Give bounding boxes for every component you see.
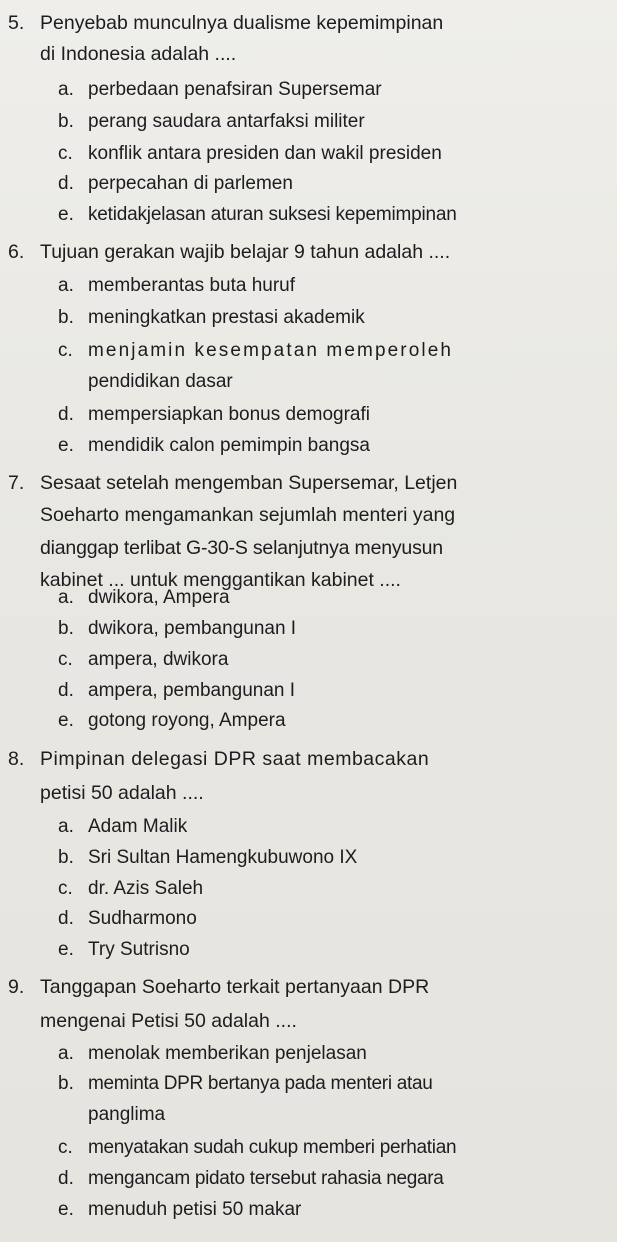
option-text: ampera, dwikora	[88, 649, 229, 670]
option-text: dwikora, Ampera	[88, 587, 230, 608]
option-text: mempersiapkan bonus demografi	[88, 404, 370, 425]
option-text: mendidik calon pemimpin bangsa	[88, 435, 370, 456]
question-text-line: dianggap terlibat G-30-S selanjutnya menyusun	[40, 537, 443, 559]
option-text: Try Sutrisno	[88, 939, 190, 960]
question-text-line: Tanggapan Soeharto terkait pertanyaan DPR	[40, 976, 430, 998]
option-letter: e.	[58, 204, 74, 225]
option-letter: c.	[58, 878, 73, 899]
option-letter: a.	[58, 1043, 74, 1064]
question-text-line: kabinet ... untuk menggantikan kabinet ....	[40, 569, 401, 591]
option-text: menolak memberikan penjelasan	[88, 1043, 367, 1064]
option-letter: c.	[58, 649, 73, 670]
option-text: perpecahan di parlemen	[88, 173, 293, 194]
option-text: memberantas buta huruf	[88, 275, 296, 296]
option-letter: e.	[58, 710, 74, 731]
question-text-line: petisi 50 adalah ....	[40, 782, 204, 804]
question-text-line: Tujuan gerakan wajib belajar 9 tahun adalah ....	[40, 241, 451, 263]
question-text-line: Sesaat setelah mengemban Supersemar, Letjen	[40, 472, 458, 494]
option-text: Sri Sultan Hamengkubuwono IX	[88, 847, 358, 868]
option-text: menuduh petisi 50 makar	[88, 1199, 302, 1220]
option-text: dwikora, pembangunan I	[88, 618, 297, 639]
option-letter: b.	[58, 111, 74, 132]
option-text: gotong royong, Ampera	[88, 710, 286, 731]
question-text-line: di Indonesia adalah ....	[40, 43, 237, 65]
option-text: ketidakjelasan aturan suksesi kepemimpinan	[88, 204, 457, 225]
option-letter: b.	[58, 307, 74, 328]
option-text: Adam Malik	[88, 816, 188, 837]
option-text: meningkatkan prestasi akademik	[88, 307, 365, 328]
option-letter: d.	[58, 404, 74, 425]
option-text: meminta DPR bertanya pada menteri atau	[88, 1073, 433, 1094]
option-letter: a.	[58, 587, 74, 608]
question-number: 9.	[8, 976, 25, 998]
option-text: dr. Azis Saleh	[88, 878, 204, 899]
option-letter: b.	[58, 847, 74, 868]
option-letter: d.	[58, 908, 74, 929]
option-letter: e.	[58, 1199, 74, 1220]
question-text-line: mengenai Petisi 50 adalah ....	[40, 1010, 297, 1032]
option-letter: b.	[58, 1073, 74, 1094]
question-number: 7.	[8, 472, 25, 494]
option-text: panglima	[88, 1104, 166, 1125]
option-letter: e.	[58, 939, 74, 960]
option-text: ampera, pembangunan I	[88, 680, 296, 701]
option-letter: a.	[58, 275, 74, 296]
question-text-line: Pimpinan delegasi DPR saat membacakan	[40, 748, 430, 770]
option-text: menyatakan sudah cukup memberi perhatian	[88, 1137, 457, 1158]
option-letter: a.	[58, 816, 74, 837]
option-letter: c.	[58, 143, 73, 164]
option-letter: d.	[58, 1168, 74, 1189]
option-letter: d.	[58, 173, 74, 194]
option-text: perang saudara antarfaksi militer	[88, 111, 365, 132]
option-text: mengancam pidato tersebut rahasia negara	[88, 1168, 444, 1189]
option-letter: c.	[58, 340, 73, 361]
option-text: perbedaan penafsiran Supersemar	[88, 79, 382, 100]
question-number: 5.	[8, 12, 25, 34]
question-number: 8.	[8, 748, 25, 770]
option-letter: a.	[58, 79, 74, 100]
option-letter: e.	[58, 435, 74, 456]
option-text: pendidikan dasar	[88, 371, 233, 392]
option-text: Sudharmono	[88, 908, 197, 929]
option-letter: b.	[58, 618, 74, 639]
question-text-line: Penyebab munculnya dualisme kepemimpinan	[40, 12, 444, 34]
question-text-line: Soeharto mengamankan sejumlah menteri yang	[40, 504, 456, 526]
option-letter: d.	[58, 680, 74, 701]
question-number: 6.	[8, 241, 25, 263]
option-letter: c.	[58, 1137, 73, 1158]
option-text: konflik antara presiden dan wakil presiden	[88, 143, 442, 164]
option-text: menjamin kesempatan memperoleh	[88, 340, 454, 361]
